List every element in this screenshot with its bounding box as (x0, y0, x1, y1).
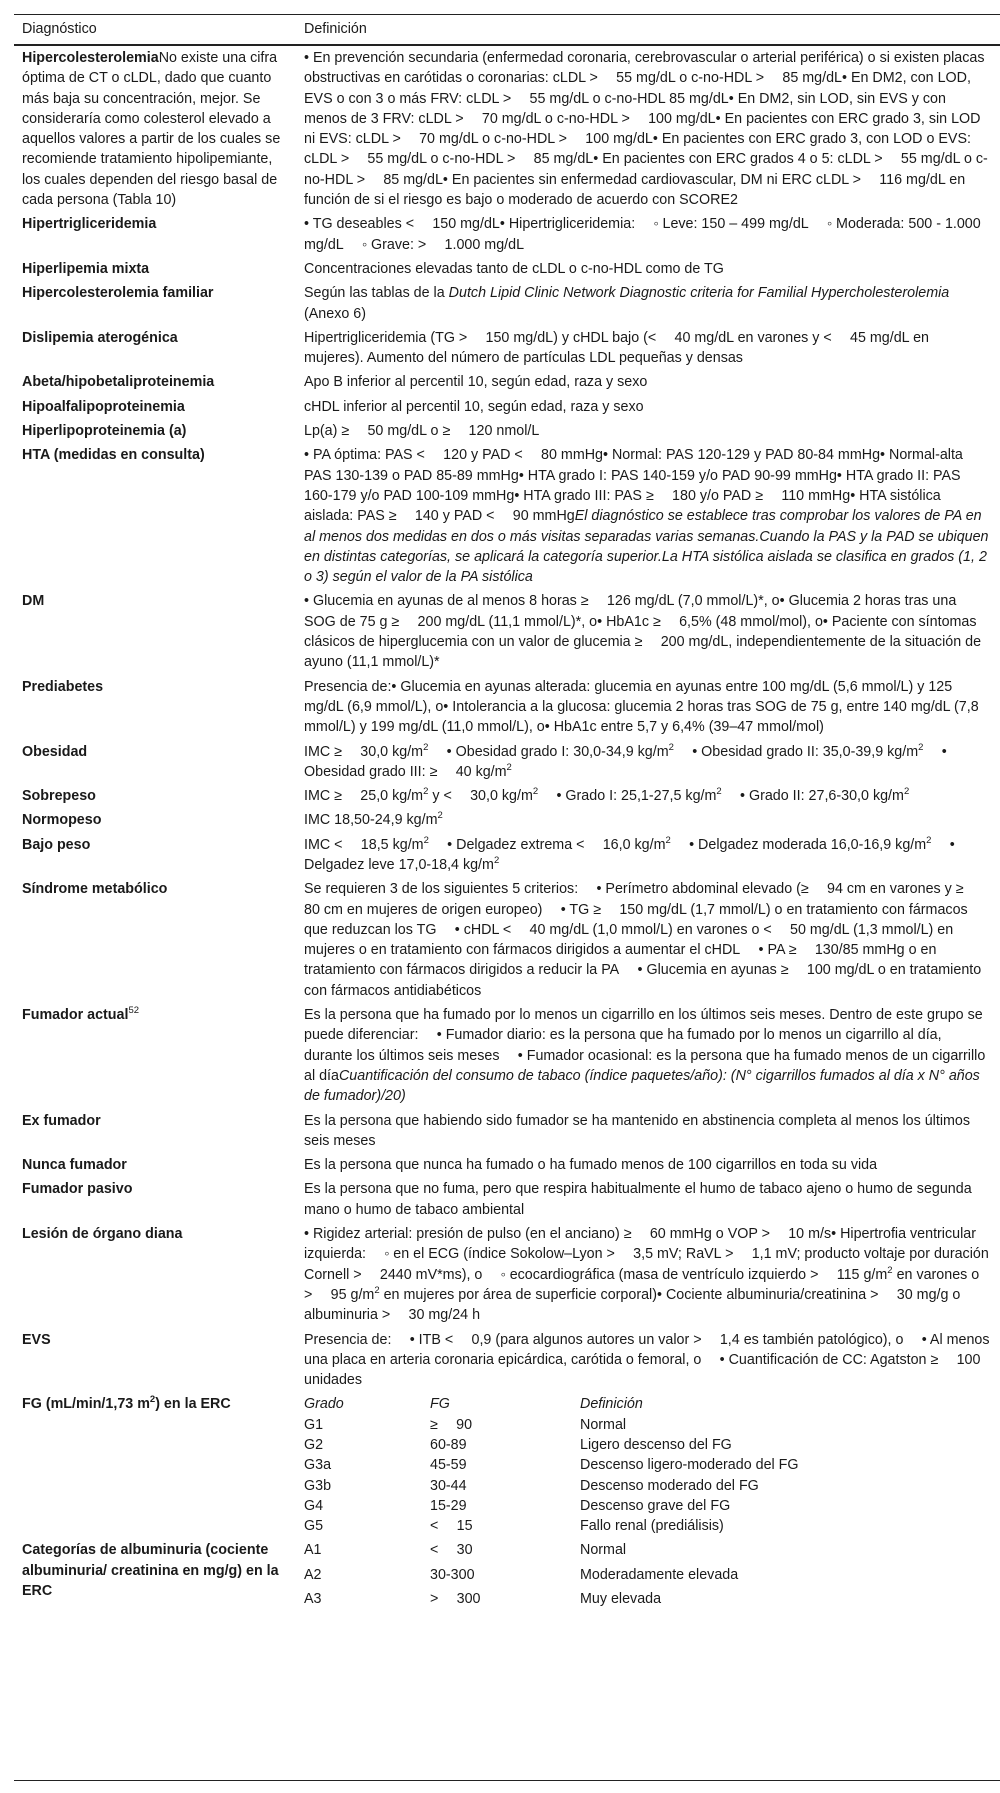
diagnosis-cell (14, 1328, 296, 1393)
definition-cell (296, 443, 1000, 589)
definition-text: en varones o > 95 g/m (304, 1266, 980, 1303)
definition-cell (296, 1392, 1000, 1538)
table-row (14, 1177, 1000, 1222)
diagnosis-name: Hipercolesterolemia (22, 50, 159, 66)
diagnosis-cell (14, 877, 296, 1003)
definition-text: • Grado II: 27,6-30,0 kg/m (721, 788, 904, 805)
table-row (14, 281, 1000, 326)
diagnosis-name: Fumador actual (22, 1007, 129, 1024)
definition-cell (296, 784, 1000, 808)
albuminuria-subtable-row (304, 1565, 904, 1589)
definition-cell (296, 675, 1000, 740)
diagnosis-name: ) en la ERC (155, 1396, 231, 1413)
superscript: 2 (149, 1394, 156, 1406)
diagnosis-cell (14, 1003, 296, 1108)
fg-value: 45-59 (430, 1457, 467, 1474)
fg-subtable-header (304, 1394, 904, 1414)
diagnosis-name: EVS (22, 1331, 51, 1348)
fg-value: < 15 (430, 1518, 473, 1535)
fg-subtable-header-cell: Grado (304, 1396, 344, 1413)
definition-cell (296, 212, 1000, 257)
table-row (14, 1153, 1000, 1177)
definition-cell (296, 1109, 1000, 1154)
fg-subtable-row (304, 1455, 904, 1475)
fg-subtable-row (304, 1516, 904, 1536)
definition-text: Según las tablas de la (304, 285, 449, 302)
fg-subtable-row (304, 1476, 904, 1496)
superscript: 2 (918, 741, 924, 753)
diagnosis-name: Sobrepeso (22, 788, 96, 805)
diagnosis-name: Prediabetes (22, 678, 104, 695)
superscript: 2 (903, 786, 910, 798)
diagnosis-name: Hipertrigliceridemia (22, 216, 157, 233)
albuminuria-value: 30-300 (430, 1566, 475, 1583)
definition-cell (296, 257, 1000, 281)
superscript: 2 (665, 834, 671, 846)
diagnosis-name: Obesidad (22, 743, 88, 760)
definition-cell (296, 1538, 1000, 1617)
superscript: 2 (668, 741, 674, 753)
diagnosis-name: FG (mL/min/1,73 m (22, 1396, 150, 1413)
superscript: 2 (423, 741, 429, 753)
diagnosis-note: No existe una cifra óptima de CT o cLDL, dado que cuanto más baja su concentración, mejor. Se consideraría como colesterol elevado a aquellos valores a partir de los cuales se recomiende tratamiento hipolipemiante, los cuales dependen del riesgo basal de cada persona (Tabla 10) (22, 50, 281, 209)
reference-superscript: 52 (128, 1005, 140, 1017)
diagnosis-name: Ex fumador (22, 1112, 101, 1129)
table-row (14, 589, 1000, 674)
definition-text: • TG deseables < 150 mg/dL• Hipertrigliceridemia: ◦ Leve: 150 – 499 mg/dL ◦ Moderada: 500 - 1.000 mg/dL ◦ Grave: > 1.000 mg/dL (304, 216, 981, 253)
table-row (14, 1222, 1000, 1327)
table-row (14, 45, 1000, 212)
diagnosis-name: HTA (medidas en consulta) (22, 447, 205, 464)
definition-text: • Delgadez leve 17,0-18,4 kg/m (304, 836, 955, 873)
fg-value: ≥ 90 (430, 1416, 473, 1433)
fg-value: 30-44 (430, 1477, 467, 1494)
diagnosis-cell (14, 784, 296, 808)
definition-italic: El diagnóstico se establece tras comprobar los valores de PA en al menos dos medidas en dos o más visitas separadas varias semanas.Cuando la PAS y la PAD se ubiquen en distintas categorías, se aplicará la categoría superior.La HTA sistólica aislada se clasifica en grados (1, 2 o 3) según el valor de la PA sistólica (304, 508, 989, 586)
definition-cell (296, 589, 1000, 674)
diagnosis-name: Hipoalfalipoproteinemia (22, 398, 185, 415)
table-row (14, 212, 1000, 257)
diagnosis-cell (14, 395, 296, 419)
fg-subtable-row (304, 1496, 904, 1516)
albuminuria-category: A2 (304, 1566, 322, 1583)
table-row (14, 740, 1000, 785)
fg-definition: Descenso grave del FG (580, 1497, 731, 1514)
definition-cell (296, 1153, 1000, 1177)
fg-definition: Ligero descenso del FG (580, 1437, 732, 1453)
fg-definition: Descenso ligero-moderado del FG (580, 1457, 799, 1474)
diagnosis-cell (14, 1222, 296, 1327)
header-diagnostico: Diagnóstico (14, 15, 296, 45)
superscript: 2 (374, 1284, 380, 1296)
bottom-rule (14, 1780, 1000, 1781)
table-row (14, 257, 1000, 281)
diagnosis-name: Bajo peso (22, 836, 91, 853)
header-definicion: Definición (296, 15, 1000, 45)
fg-grade: G3b (304, 1477, 332, 1494)
albuminuria-value: > 300 (430, 1591, 481, 1608)
table-row (14, 675, 1000, 740)
table-row (14, 877, 1000, 1003)
table-row-fg (14, 1392, 1000, 1538)
diagnosis-name: Categorías de albuminuria (cociente albuminuria/ creatinina en mg/g) en la ERC (22, 1542, 279, 1600)
fg-grade: G4 (304, 1497, 324, 1514)
diagnosis-name: Normopeso (22, 812, 102, 829)
diagnosis-cell (14, 281, 296, 326)
albuminuria-definition: Muy elevada (580, 1591, 662, 1608)
diagnosis-cell (14, 833, 296, 878)
definition-cell (296, 1003, 1000, 1108)
superscript: 2 (716, 786, 722, 798)
definition-text: Es la persona que no fuma, pero que respira habitualmente el humo de tabaco ajeno o humo de segunda mano o humo de tabaco ambiental (304, 1181, 972, 1218)
diagnosis-name: Hiperlipemia mixta (22, 260, 150, 277)
definition-text: (Anexo 6) (304, 305, 366, 322)
definition-cell (296, 1222, 1000, 1327)
diagnosis-cell (14, 1177, 296, 1222)
definition-text: • Glucemia en ayunas de al menos 8 horas ≥ 126 mg/dL (7,0 mmol/L)*, o• Glucemia 2 horas tras una SOG de 75 g ≥ 200 mg/dL (11,1 mmol/L)*, o• HbA1c ≥ 6,5% (48 mmol/mol), o• Paciente con síntomas clásicos de hiperglucemia con un valor de glucemia ≥ 200 mg/dL, independientemente de la situación de ayuno (11,1 mmol/L)* (304, 593, 982, 671)
diagnosis-cell (14, 443, 296, 589)
definition-cell (296, 808, 1000, 832)
table-row (14, 1003, 1000, 1108)
definition-cell (296, 1177, 1000, 1222)
albuminuria-category: A3 (304, 1591, 322, 1608)
albuminuria-category: A1 (304, 1542, 322, 1559)
superscript: 2 (423, 786, 429, 798)
definition-text: y < 30,0 kg/m (428, 788, 533, 805)
definition-text: en mujeres por área de superficie corporal)• Cociente albuminuria/creatinina > 30 mg/g o albuminuria > 30 mg/24 h (304, 1286, 961, 1324)
diagnosis-cell (14, 808, 296, 832)
definition-text: Es la persona que nunca ha fumado o ha fumado menos de 100 cigarrillos en toda su vida (304, 1157, 878, 1174)
definition-text: Concentraciones elevadas tanto de cLDL o c-no-HDL como de TG (304, 260, 724, 277)
diagnosis-cell (14, 1109, 296, 1154)
definition-text: • Rigidez arterial: presión de pulso (en el anciano) ≥ 60 mmHg o VOP > 10 m/s• Hipertrofia ventricular izquierda: ◦ en el ECG (índice Sokolow–Lyon > 3,5 mV; RaVL > 1,1 mV; producto voltaje por duración Cornell > 2440 mV*ms), o ◦ ecocardiográfica (masa de ventrículo izquierdo > 115 g/m (304, 1226, 989, 1283)
diagnosis-name: Síndrome metabólico (22, 881, 168, 898)
diagnosis-name: Dislipemia aterogénica (22, 329, 178, 346)
diagnosis-cell (14, 419, 296, 443)
diagnosis-cell (14, 212, 296, 257)
definition-text: • Grado I: 25,1-27,5 kg/m (538, 788, 717, 805)
table-body (14, 45, 1000, 1617)
diagnosis-cell (14, 45, 296, 212)
diagnosis-name: Fumador pasivo (22, 1181, 133, 1198)
fg-subtable-row (304, 1435, 904, 1455)
superscript: 2 (887, 1264, 893, 1276)
albuminuria-subtable-row (304, 1540, 904, 1564)
superscript: 2 (506, 761, 512, 773)
table-row (14, 833, 1000, 878)
definition-text: • Delgadez moderada 16,0-16,9 kg/m (670, 836, 927, 853)
definition-cell (296, 740, 1000, 785)
diagnosis-name: Hipercolesterolemia familiar (22, 285, 214, 302)
definition-cell (296, 395, 1000, 419)
albuminuria-definition: Normal (580, 1542, 627, 1559)
table-row-albuminuria (14, 1538, 1000, 1617)
definition-text: • PA óptima: PAS < 120 y PAD < 80 mmHg• Normal: PAS 120-129 y PAD 80-84 mmHg• Normal-alta PAS 130-139 o PAD 85-89 mmHg• HTA grado I: PAS 140-159 y/o PAD 90-99 mmHg• HTA grado II: PAS 160-179 y/o PAD 100-109 mmHg• HTA grado III: PAS ≥ 180 y/o PAD ≥ 110 mmHg• HTA sistólica aislada: PAS ≥ 140 y PAD < 90 mmHg (304, 447, 963, 525)
fg-grade: G3a (304, 1457, 332, 1474)
diagnosis-cell (14, 370, 296, 394)
table-row (14, 370, 1000, 394)
definition-text: • Obesidad grado II: 35,0-39,9 kg/m (673, 743, 919, 760)
definition-cell (296, 1328, 1000, 1393)
definition-text: cHDL inferior al percentil 10, según edad, raza y sexo (304, 398, 644, 415)
diagnostic-criteria-table (14, 14, 1000, 1617)
albuminuria-subtable-row (304, 1589, 904, 1613)
superscript: 2 (493, 854, 500, 866)
diagnosis-name: Lesión de órgano diana (22, 1226, 183, 1243)
definition-text: IMC 18,50-24,9 kg/m (304, 812, 438, 829)
superscript: 2 (532, 786, 539, 798)
header-row (14, 15, 1000, 45)
fg-definition: Fallo renal (prediálisis) (580, 1518, 724, 1535)
superscript: 2 (423, 834, 429, 846)
definition-italic: Dutch Lipid Clinic Network Diagnostic criteria for Familial Hypercholesterolemia (448, 285, 950, 302)
fg-grade: G2 (304, 1437, 324, 1453)
fg-definition: Descenso moderado del FG (580, 1477, 759, 1494)
definition-text: Se requieren 3 de los siguientes 5 criterios: • Perímetro abdominal elevado (≥ 94 cm en varones y ≥ 80 cm en mujeres de origen europeo) • TG ≥ 150 mg/dL (1,7 mmol/L) o en tratamiento con fármacos que reduzcan los TG • cHDL < 40 mg/dL (1,0 mmol/L) en varones o < 50 mg/dL (1,3 mmol/L) en mujeres o en tratamiento con fármacos dirigidos a aumentar el cHDL • PA ≥ 130/85 mmHg o en tratamiento con fármacos dirigidos a reducir la PA • Glucemia en ayunas ≥ 100 mg/dL o en tratamiento con fármacos antidiabéticos (304, 881, 982, 999)
table-row (14, 1328, 1000, 1393)
definition-text: IMC < 18,5 kg/m (304, 836, 424, 853)
diagnosis-cell (14, 257, 296, 281)
table-row (14, 395, 1000, 419)
fg-value: 60-89 (430, 1437, 467, 1453)
table-row (14, 808, 1000, 832)
fg-subtable-row (304, 1415, 904, 1435)
definition-text: Es la persona que habiendo sido fumador se ha mantenido en abstinencia completa al menos los últimos seis meses (304, 1112, 971, 1149)
definition-italic: Cuantificación del consumo de tabaco (índice paquetes/año): (N° cigarrillos fumados al día x N° años de fumador)/20) (304, 1067, 980, 1105)
diagnosis-cell (14, 1392, 296, 1538)
albuminuria-definition: Moderadamente elevada (580, 1566, 739, 1583)
definition-text: IMC ≥ 25,0 kg/m (304, 788, 424, 805)
definition-cell (296, 326, 1000, 371)
main-table (14, 15, 1000, 1617)
definition-text: Presencia de:• Glucemia en ayunas alterada: glucemia en ayunas entre 100 mg/dL (5,6 mmol/L) y 125 mg/dL (6,9 mmol/L), o• Intolerancia a la glucosa: glucemia 2 horas tras SOG de 75 g, entre 140 mg/dL (7,8 mmol/L) y 199 mg/dL (11,0 mmol/L), o• HbA1c entre 5,7 y 6,4% (39–47 mmol/mol) (304, 678, 979, 736)
fg-subtable-header-cell: FG (430, 1396, 450, 1413)
diagnosis-cell (14, 1153, 296, 1177)
table-row (14, 784, 1000, 808)
definition-cell (296, 877, 1000, 1003)
diagnosis-name: DM (22, 593, 45, 610)
definition-text: • Obesidad grado III: ≥ 40 kg/m (304, 743, 947, 780)
diagnosis-name: Hiperlipoproteinemia (a) (22, 423, 187, 440)
diagnosis-cell (14, 740, 296, 785)
fg-grade: G1 (304, 1416, 324, 1433)
definition-text: • Obesidad grado I: 30,0-34,9 kg/m (428, 743, 669, 760)
albuminuria-subtable (304, 1540, 904, 1613)
definition-text: Es la persona que ha fumado por lo menos un cigarrillo en los últimos seis meses. Dentro de este grupo se puede diferenciar: • Fumador diario: es la persona que ha fumado por lo menos un cigarrillo al día, durante los últimos seis meses • Fumador ocasional: es la persona que ha fumado menos de un cigarrillo al día (304, 1007, 986, 1084)
fg-subtable (304, 1394, 904, 1536)
fg-subtable-header-cell: Definición (580, 1396, 643, 1413)
definition-cell (296, 833, 1000, 878)
definition-cell (296, 281, 1000, 326)
definition-cell (296, 45, 1000, 212)
fg-grade: G5 (304, 1518, 324, 1535)
definition-text: IMC ≥ 30,0 kg/m (304, 743, 424, 760)
diagnosis-name: Abeta/hipobetaliproteinemia (22, 374, 215, 391)
definition-text: • En prevención secundaria (enfermedad coronaria, cerebrovascular o arterial periférica) o si existen placas obstructivas en carótidas o coronarias: cLDL > 55 mg/dL o c-no-HDL > 85 mg/dL• En DM2, con LOD, EVS o con 3 o más FRV: cLDL > 55 mg/dL o c-no-HDL 85 mg/dL• En DM2, sin LOD, sin EVS y con menos de 3 FRV: cLDL > 70 mg/dL o c-no-HDL > 100 mg/dL• En pacientes con ERC grado 3, sin LOD ni EVS: cLDL > 70 mg/dL o c-no-HDL > 100 mg/dL• En pacientes con ERC grado 3, con LOD o EVS: cLDL > 55 mg/dL o c-no-HDL > 85 mg/dL• En pacientes con ERC grados 4 o 5: cLDL > 55 mg/dL o c-no-HDL > 85 mg/dL• En pacientes sin enfermedad cardiovascular, DM ni ERC cLDL > 116 mg/dL en función de si el riesgo es bajo o moderado de acuerdo con SCORE2 (304, 50, 988, 209)
definition-text: Apo B inferior al percentil 10, según edad, raza y sexo (304, 374, 648, 391)
definition-text: Presencia de: • ITB < 0,9 (para algunos autores un valor > 1,4 es también patológico), o • Al menos una placa en arteria coronaria epicárdica, carótida o femoral, o • Cuantificación de CC: Agatston ≥ 100 unidades (304, 1331, 990, 1389)
table-row (14, 419, 1000, 443)
fg-value: 15-29 (430, 1497, 467, 1514)
albuminuria-value: < 30 (430, 1542, 473, 1559)
table-row (14, 326, 1000, 371)
diagnosis-cell (14, 675, 296, 740)
diagnosis-name: Nunca fumador (22, 1157, 127, 1174)
superscript: 2 (926, 834, 932, 846)
table-row (14, 1109, 1000, 1154)
table-row (14, 443, 1000, 589)
diagnosis-cell (14, 589, 296, 674)
diagnosis-cell (14, 1538, 296, 1617)
fg-definition: Normal (580, 1416, 627, 1433)
definition-text: • Delgadez extrema < 16,0 kg/m (428, 836, 666, 853)
definition-text: Lp(a) ≥ 50 mg/dL o ≥ 120 nmol/L (304, 423, 540, 440)
definition-cell (296, 370, 1000, 394)
superscript: 2 (437, 810, 443, 822)
diagnosis-cell (14, 326, 296, 371)
definition-cell (296, 419, 1000, 443)
definition-text: Hipertrigliceridemia (TG > 150 mg/dL) y cHDL bajo (< 40 mg/dL en varones y < 45 mg/dL en mujeres). Aumento del número de partículas LDL pequeñas y densas (304, 329, 929, 367)
